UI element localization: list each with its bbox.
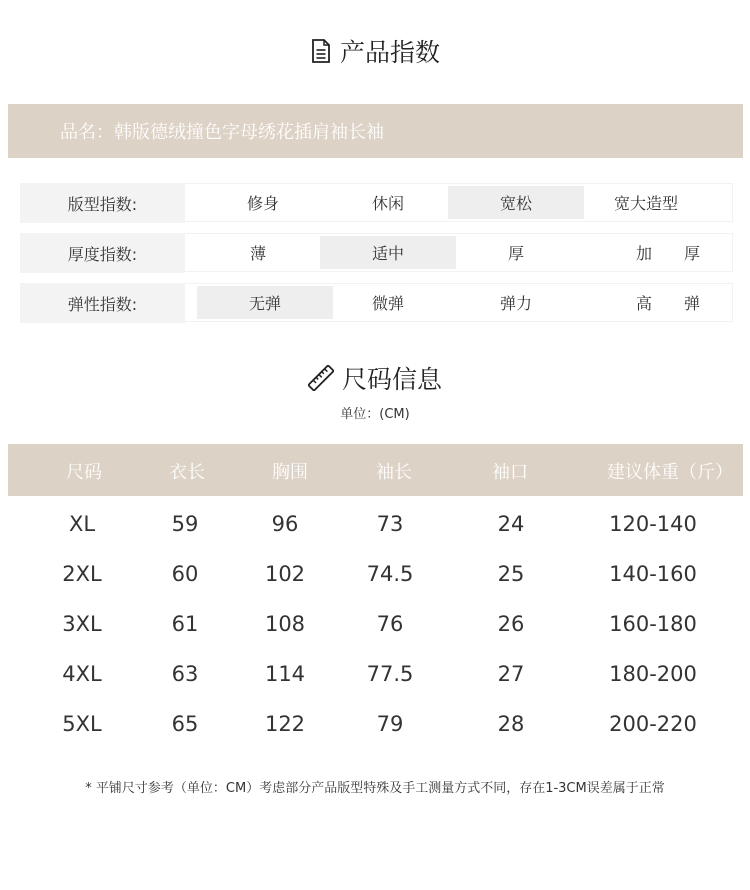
table-cell: 2XL [62, 562, 102, 586]
table-row [0, 600, 750, 650]
table-cell: 61 [171, 612, 199, 636]
document-icon [310, 39, 332, 63]
table-cell: 77.5 [366, 662, 414, 686]
index-option: 弹力 [499, 294, 532, 313]
table-cell: 114 [264, 662, 306, 686]
index-option: 厚 [507, 244, 524, 263]
table-cell: 63 [171, 662, 199, 686]
index-option: 休闲 [371, 194, 404, 213]
index-label: 版型指数: [20, 183, 185, 223]
measurement-footnote: * 平铺尺寸参考（单位：CM）考虑部分产品版型特殊及手工测量方式不同，存在1-3CM误差属于正常 [85, 781, 665, 796]
index-option-selected: 无弹 [197, 286, 333, 319]
index-label: 厚度指数: [20, 233, 185, 273]
table-cell: 102 [264, 562, 306, 586]
index-row-fit [20, 183, 733, 223]
table-cell: 4XL [62, 662, 102, 686]
table-cell: 140-160 [609, 562, 697, 586]
table-cell: 59 [171, 512, 199, 536]
index-row-thickness [20, 233, 733, 273]
table-cell: XL [68, 512, 96, 536]
table-cell: 73 [376, 512, 404, 536]
size-table-header [8, 444, 743, 496]
index-option: 宽大造型 [613, 194, 678, 213]
unit-note: 单位：(CM) [340, 407, 410, 422]
index-option-selected: 适中 [320, 236, 456, 269]
column-header: 建议体重（斤） [607, 462, 733, 483]
table-cell: 79 [376, 712, 404, 736]
size-info-title-text: 尺码信息 [341, 365, 442, 394]
column-header: 袖长 [376, 462, 412, 483]
product-index-title-text: 产品指数 [339, 38, 440, 67]
column-header: 胸围 [272, 462, 308, 483]
table-cell: 65 [171, 712, 199, 736]
table-cell: 60 [171, 562, 199, 586]
table-cell: 5XL [62, 712, 102, 736]
table-cell: 24 [497, 512, 525, 536]
table-row [0, 700, 750, 750]
product-name: 品名：韩版德绒撞色字母绣花插肩袖长袖 [60, 122, 384, 143]
ruler-icon [308, 365, 334, 391]
table-cell: 74.5 [366, 562, 414, 586]
table-cell: 76 [376, 612, 404, 636]
index-option: 修身 [246, 194, 279, 213]
index-option: 微弹 [371, 294, 404, 313]
table-cell: 26 [497, 612, 525, 636]
index-option: 薄 [249, 244, 266, 263]
index-option: 高 弹 [635, 294, 700, 313]
table-cell: 180-200 [609, 662, 697, 686]
table-cell: 108 [264, 612, 306, 636]
table-row [0, 550, 750, 600]
table-row [0, 500, 750, 550]
table-cell: 160-180 [609, 612, 697, 636]
column-header: 尺码 [66, 462, 102, 483]
size-info-title [0, 360, 750, 396]
product-index-title [0, 33, 750, 69]
index-label: 弹性指数: [20, 283, 185, 323]
index-row-elasticity [20, 283, 733, 323]
table-cell: 122 [264, 712, 306, 736]
index-option: 加 厚 [635, 244, 700, 263]
table-cell: 200-220 [609, 712, 697, 736]
table-cell: 25 [497, 562, 525, 586]
table-cell: 27 [497, 662, 525, 686]
column-header: 衣长 [169, 462, 205, 483]
table-cell: 120-140 [609, 512, 697, 536]
index-option-selected: 宽松 [448, 186, 584, 219]
table-cell: 96 [271, 512, 299, 536]
table-cell: 28 [497, 712, 525, 736]
table-row [0, 650, 750, 700]
table-cell: 3XL [62, 612, 102, 636]
product-name-bar [8, 104, 743, 158]
column-header: 袖口 [492, 462, 528, 483]
